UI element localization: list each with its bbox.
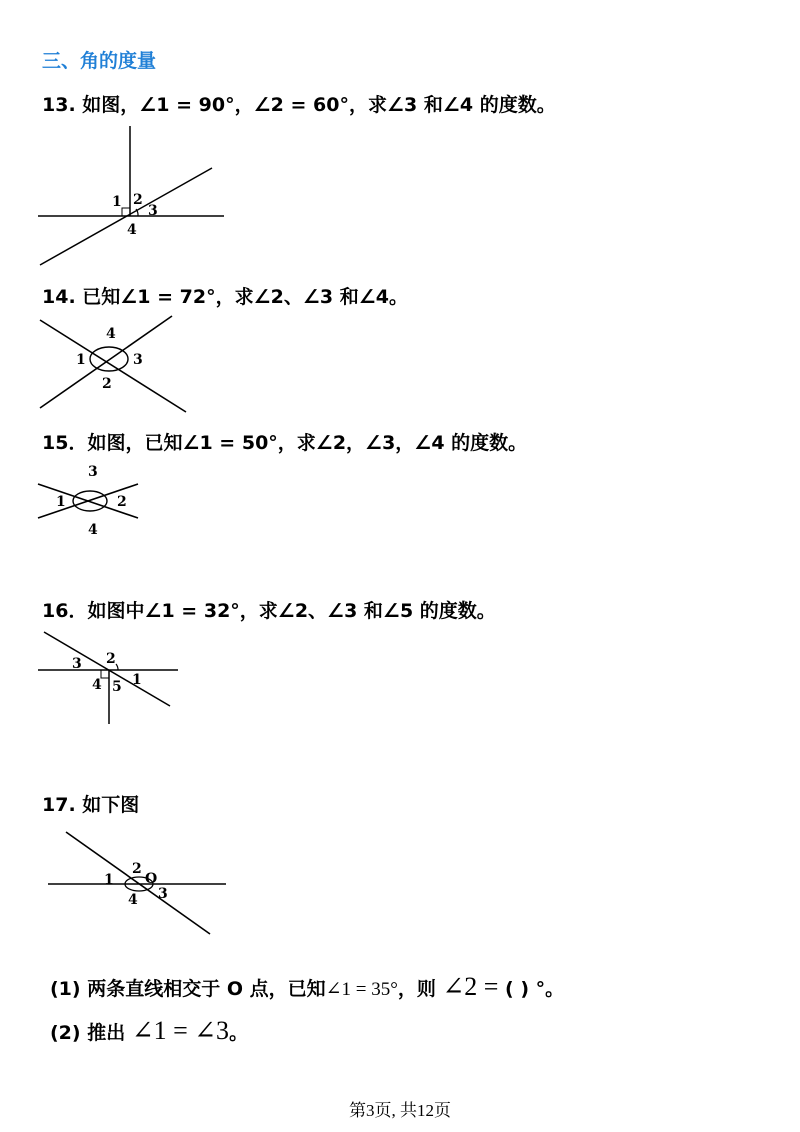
angle-label-2: 2	[117, 494, 127, 510]
figure-q13	[30, 120, 230, 270]
figure-q14	[30, 312, 200, 417]
angle-label-1: 1	[104, 872, 114, 888]
slanted-line	[66, 832, 210, 934]
part1-given: ∠1 = 35°	[325, 979, 398, 1000]
figure-q17	[40, 826, 230, 941]
question-17: 17. 如下图	[42, 794, 140, 816]
angle-label-3: 3	[133, 352, 143, 368]
part1-middle: ，则	[397, 978, 436, 1000]
part2-prefix: (2) 推出	[50, 1022, 126, 1044]
angle-label-1: 1	[76, 352, 86, 368]
angle-label-4: 4	[106, 326, 116, 342]
angle-label-3: 3	[72, 656, 82, 672]
section-title: 三、角的度量	[42, 50, 157, 72]
q17-part-1	[50, 972, 564, 1002]
angle-label-1: 1	[112, 194, 122, 210]
angle-label-3: 3	[88, 464, 98, 480]
part2-suffix: 。	[229, 1022, 249, 1044]
angle-arc	[116, 664, 118, 670]
angle-label-2: 2	[133, 192, 143, 208]
answer-blank[interactable]: ( )	[505, 978, 530, 1000]
right-angle-mark	[101, 670, 109, 678]
part1-suffix: °。	[535, 978, 565, 1000]
angle-label-4: 4	[128, 892, 138, 908]
angle-label-2: 2	[106, 651, 116, 667]
angle-label-4: 4	[88, 522, 98, 538]
question-15: 15．如图，已知∠1 = 50°，求∠2，∠3，∠4 的度数。	[42, 432, 528, 454]
part1-answer-expr: ∠2 =	[442, 972, 499, 1001]
part1-prefix: (1) 两条直线相交于 O 点，已知	[50, 978, 326, 1000]
angle-label-3: 3	[148, 203, 158, 219]
angle-label-5: 5	[112, 679, 122, 695]
question-13: 13. 如图，∠1 = 90°，∠2 = 60°，求∠3 和∠4 的度数。	[42, 94, 556, 116]
figure-q15	[30, 462, 150, 542]
angle-label-1: 1	[56, 494, 66, 510]
q17-part-2	[50, 1016, 248, 1046]
part2-expr: ∠1 = ∠3	[131, 1016, 230, 1045]
angle-label-1: 1	[132, 672, 142, 688]
question-14: 14. 已知∠1 = 72°，求∠2、∠3 和∠4。	[42, 286, 408, 308]
figure-q16	[30, 628, 190, 728]
angle-label-2: 2	[102, 376, 112, 392]
angle-label-2: 2	[132, 861, 142, 877]
point-label-o: O	[145, 871, 158, 887]
slanted-line	[44, 632, 170, 706]
angle-label-4: 4	[92, 677, 102, 693]
angle-label-3: 3	[158, 886, 168, 902]
question-16: 16．如图中∠1 = 32°，求∠2、∠3 和∠5 的度数。	[42, 600, 496, 622]
page-footer: 第3页, 共12页	[349, 1101, 451, 1120]
angle-label-4: 4	[127, 222, 137, 238]
